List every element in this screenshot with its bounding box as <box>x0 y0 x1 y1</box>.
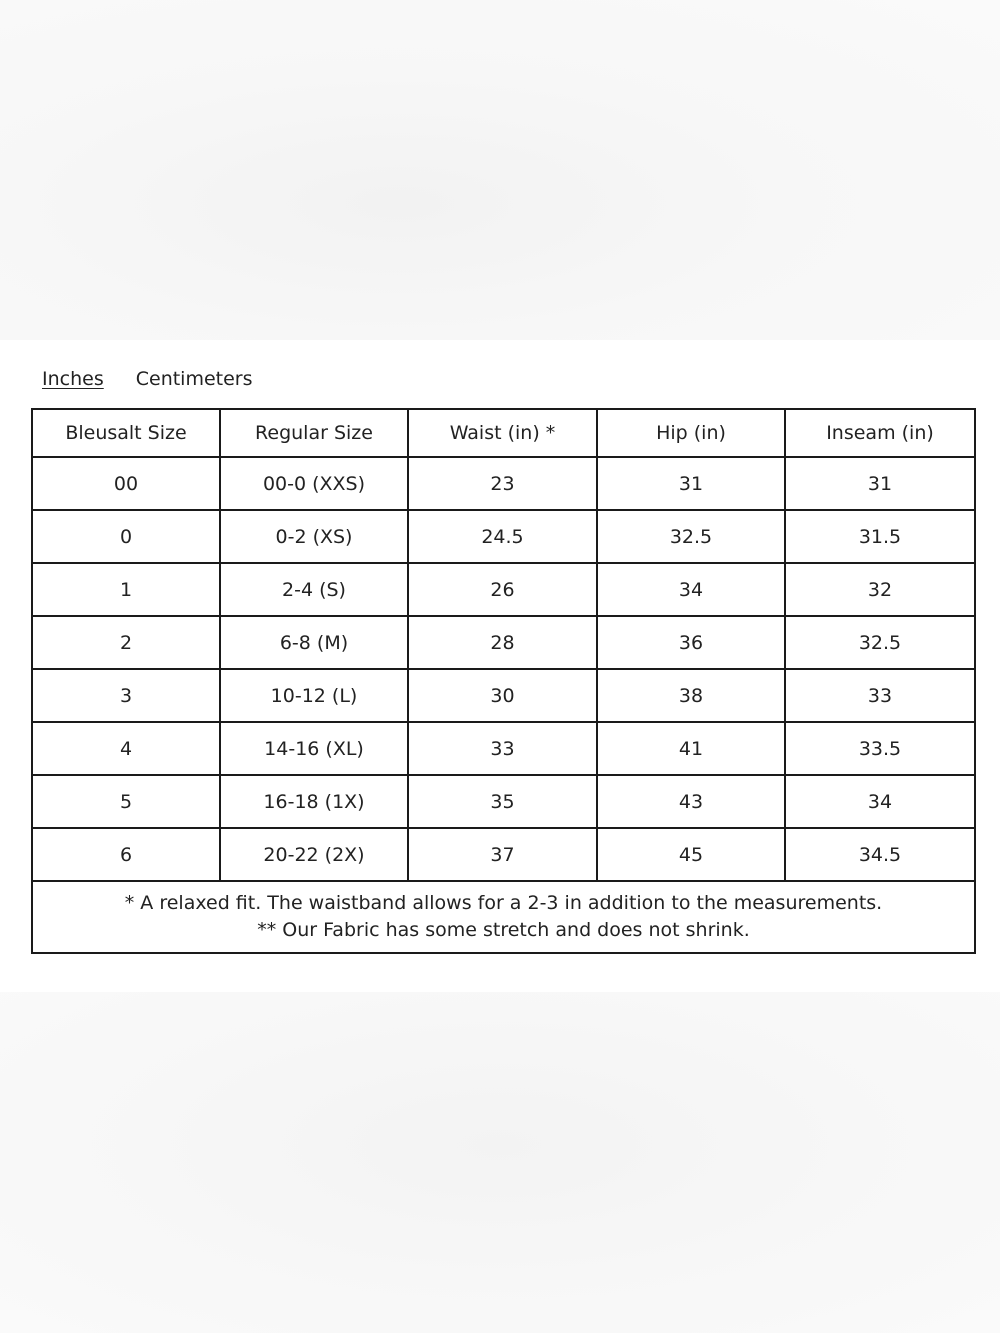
regular-size-cell: 14-16 (XL) <box>220 722 408 775</box>
bleusalt-size-cell: 00 <box>32 457 220 510</box>
inseam-cell: 31.5 <box>785 510 975 563</box>
table-row <box>32 510 975 563</box>
hip-cell: 43 <box>597 775 785 828</box>
waist-cell: 24.5 <box>408 510 597 563</box>
hip-cell: 32.5 <box>597 510 785 563</box>
tab-centimeters[interactable]: Centimeters <box>135 368 253 390</box>
table-row <box>32 722 975 775</box>
inseam-cell: 32 <box>785 563 975 616</box>
header-waist: Waist (in) * <box>408 409 597 457</box>
regular-size-cell: 0-2 (XS) <box>220 510 408 563</box>
regular-size-cell: 00-0 (XXS) <box>220 457 408 510</box>
waist-cell: 37 <box>408 828 597 881</box>
inseam-cell: 33 <box>785 669 975 722</box>
size-chart-table <box>31 408 976 954</box>
bleusalt-size-cell: 3 <box>32 669 220 722</box>
table-header-row <box>32 409 975 457</box>
bleusalt-size-cell: 1 <box>32 563 220 616</box>
regular-size-cell: 20-22 (2X) <box>220 828 408 881</box>
bleusalt-size-cell: 0 <box>32 510 220 563</box>
table-row <box>32 775 975 828</box>
background-bottom <box>0 992 1000 1333</box>
header-regular-size: Regular Size <box>220 409 408 457</box>
header-inseam: Inseam (in) <box>785 409 975 457</box>
inseam-cell: 34.5 <box>785 828 975 881</box>
hip-cell: 36 <box>597 616 785 669</box>
waist-cell: 33 <box>408 722 597 775</box>
table-row <box>32 669 975 722</box>
waist-cell: 26 <box>408 563 597 616</box>
table-row <box>32 457 975 510</box>
hip-cell: 41 <box>597 722 785 775</box>
table-notes-row <box>32 881 975 953</box>
hip-cell: 45 <box>597 828 785 881</box>
inseam-cell: 34 <box>785 775 975 828</box>
regular-size-cell: 16-18 (1X) <box>220 775 408 828</box>
inseam-cell: 32.5 <box>785 616 975 669</box>
bleusalt-size-cell: 6 <box>32 828 220 881</box>
waist-cell: 35 <box>408 775 597 828</box>
regular-size-cell: 10-12 (L) <box>220 669 408 722</box>
waist-cell: 23 <box>408 457 597 510</box>
unit-tabs <box>42 366 253 392</box>
regular-size-cell: 2-4 (S) <box>220 563 408 616</box>
fabric-note: ** Our Fabric has some stretch and does not shrink. <box>257 919 750 941</box>
header-hip: Hip (in) <box>597 409 785 457</box>
inseam-cell: 31 <box>785 457 975 510</box>
fit-note: * A relaxed fit. The waistband allows for a 2-3 in addition to the measurements. <box>124 892 883 914</box>
background-top <box>0 0 1000 340</box>
bleusalt-size-cell: 5 <box>32 775 220 828</box>
regular-size-cell: 6-8 (M) <box>220 616 408 669</box>
table-row <box>32 616 975 669</box>
hip-cell: 38 <box>597 669 785 722</box>
header-bleusalt-size: Bleusalt Size <box>32 409 220 457</box>
hip-cell: 34 <box>597 563 785 616</box>
hip-cell: 31 <box>597 457 785 510</box>
waist-cell: 28 <box>408 616 597 669</box>
table-notes <box>32 881 975 953</box>
waist-cell: 30 <box>408 669 597 722</box>
bleusalt-size-cell: 4 <box>32 722 220 775</box>
inseam-cell: 33.5 <box>785 722 975 775</box>
table-row <box>32 828 975 881</box>
tab-inches[interactable]: Inches <box>42 368 104 390</box>
table-row <box>32 563 975 616</box>
bleusalt-size-cell: 2 <box>32 616 220 669</box>
